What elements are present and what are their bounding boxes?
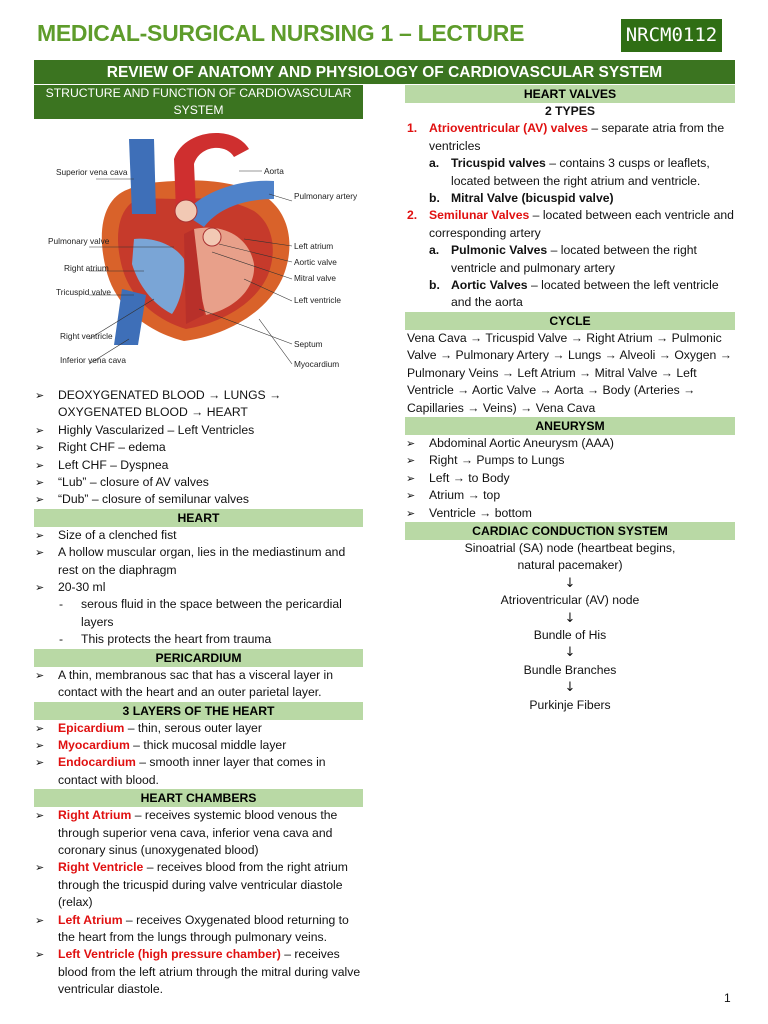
- list-item: ➢ Abdominal Aortic Aneurysm (AAA): [405, 435, 735, 452]
- av-valve-sublist: [405, 155, 735, 207]
- label-left-atrium: Left atrium: [294, 241, 334, 251]
- down-arrow-icon: ↓: [564, 575, 576, 591]
- conduction-step: Atrioventricular (AV) node: [500, 593, 640, 608]
- aneurysm-header: ANEURYSM: [405, 417, 735, 435]
- list-item: [405, 120, 735, 155]
- valves-header: HEART VALVES: [405, 85, 735, 103]
- list-item: ➢ Size of a clenched fist: [34, 527, 363, 544]
- list-item: ➢ Right → Pumps to Lungs: [405, 452, 735, 469]
- label-pulmonary-valve: Pulmonary valve: [48, 236, 110, 246]
- item-letter: a.: [429, 156, 440, 171]
- term: Aortic Valves: [451, 278, 528, 293]
- term: Right Ventricle: [58, 860, 144, 875]
- document-title: MEDICAL-SURGICAL NURSING 1 – LECTURE: [37, 20, 525, 46]
- layers-list: [34, 720, 363, 790]
- heart-diagram: [34, 119, 363, 369]
- cycle-header: CYCLE: [405, 312, 735, 330]
- term: Atrioventricular (AV) valves: [429, 121, 588, 136]
- course-code: NRCM0112: [621, 19, 722, 52]
- term-desc: – contains 3 cusps or leaflets, located between the right atrium and ventricle.: [451, 156, 710, 188]
- semilunar-valve-sublist: [405, 242, 735, 312]
- label-right-atrium: Right atrium: [64, 263, 109, 273]
- chambers-list: [34, 807, 363, 998]
- term: Mitral Valve (bicuspid valve): [451, 191, 614, 206]
- term: Right Atrium: [58, 808, 132, 823]
- term-desc: – receives blood from the right atrium through the tricuspid during valve ventricular diastole (relax): [58, 860, 348, 910]
- term-desc: – receives systemic blood venous the through superior vena cava, inferior vena cava and coronary sinus (unoxygenated blood): [58, 808, 338, 857]
- right-column: [405, 85, 735, 714]
- list-item: - This protects the heart from trauma: [56, 631, 363, 648]
- term: Myocardium: [58, 737, 130, 752]
- list-item: ➢ Left CHF – Dyspnea: [34, 457, 363, 474]
- list-item: [427, 190, 735, 207]
- cycle-text: Vena Cava → Tricuspid Valve → Right Atrium → Pulmonic Valve → Pulmonary Artery → Lungs → Alveoli → Oxygen → Pulmonary Veins → Left Atrium → Mitral Valve → Left Ventricle → Aortic Valve → Aorta → Body (Arteries → Capillaries → Veins) → Vena Cava: [407, 330, 732, 415]
- list-item: ➢ A hollow muscular organ, lies in the mediastinum and rest on the diaphragm: [34, 544, 363, 579]
- list-item: [34, 912, 363, 947]
- label-mitral-valve: Mitral valve: [294, 273, 336, 283]
- left-column: [34, 85, 363, 999]
- label-tricuspid-valve: Tricuspid valve: [56, 287, 112, 297]
- page-number: 1: [724, 991, 731, 1005]
- list-item: [427, 277, 735, 312]
- aneurysm-list: [405, 435, 735, 522]
- list-item: [34, 859, 363, 911]
- down-arrow-icon: ↓: [564, 610, 576, 626]
- term-desc: – located between the left ventricle and the aorta: [451, 278, 719, 310]
- item-letter: a.: [429, 243, 440, 258]
- valves-types: 2 TYPES: [544, 104, 596, 118]
- heart-sub-list: [34, 596, 363, 648]
- valve-groups-list: [405, 120, 735, 155]
- label-myocardium: Myocardium: [294, 359, 340, 369]
- term: Pulmonic Valves: [451, 243, 548, 258]
- conduction-step: Bundle of His: [533, 627, 607, 642]
- structure-header: STRUCTURE AND FUNCTION OF CARDIOVASCULAR SYSTEM: [34, 85, 363, 119]
- term-desc: – located between each ventricle and corresponding artery: [429, 208, 734, 240]
- list-item: [34, 807, 363, 859]
- conduction-step: Bundle Branches: [523, 662, 617, 677]
- term-desc: – located between the right ventricle and pulmonary artery: [451, 243, 697, 275]
- term: Left Atrium: [58, 912, 123, 927]
- label-left-ventricle: Left ventricle: [294, 295, 342, 305]
- down-arrow-icon: ↓: [564, 680, 576, 696]
- down-arrow-icon: ↓: [564, 645, 576, 661]
- list-item: ➢ “Dub” – closure of semilunar valves: [34, 491, 363, 508]
- heart-illustration: [34, 119, 363, 369]
- label-pulmonary-artery: Pulmonary artery: [294, 191, 358, 201]
- term: Epicardium: [58, 720, 125, 735]
- term: Semilunar Valves: [429, 208, 530, 223]
- list-item: ➢ Ventricle → bottom: [405, 505, 735, 522]
- heart-header: HEART: [34, 509, 363, 527]
- valve-groups-list-2: [405, 207, 735, 242]
- label-septum: Septum: [294, 339, 323, 349]
- list-item: ➢ Atrium → top: [405, 487, 735, 504]
- item-number: 2.: [407, 208, 418, 223]
- term-desc: – smooth inner layer that comes in contact with blood.: [58, 755, 326, 787]
- intro-bullet-list: [34, 387, 363, 509]
- superior-vena-cava-shape: [129, 139, 156, 214]
- list-item: [34, 946, 363, 998]
- list-item: [34, 754, 363, 789]
- term-desc: – separate atria from the ventricles: [429, 121, 725, 153]
- chambers-header: HEART CHAMBERS: [34, 789, 363, 807]
- label-aortic-valve: Aortic valve: [294, 257, 337, 267]
- list-item: ➢ DEOXYGENATED BLOOD → LUNGS → OXYGENATED BLOOD → HEART: [34, 387, 363, 422]
- term: Left Ventricle (high pressure chamber): [58, 947, 281, 962]
- item-letter: b.: [429, 278, 440, 293]
- list-item: ➢ “Lub” – closure of AV valves: [34, 474, 363, 491]
- term-desc: – thin, serous outer layer: [124, 720, 262, 735]
- label-inferior-vena-cava: Inferior vena cava: [60, 355, 126, 365]
- label-aorta: Aorta: [264, 166, 284, 176]
- pericardium-header: PERICARDIUM: [34, 649, 363, 667]
- label-right-ventricle: Right ventricle: [60, 331, 113, 341]
- pericardium-list: [34, 667, 363, 702]
- conduction-step: Purkinje Fibers: [529, 697, 611, 712]
- conduction-header: CARDIAC CONDUCTION SYSTEM: [405, 522, 735, 540]
- list-item: ➢ 20-30 ml: [34, 579, 363, 596]
- item-letter: b.: [429, 191, 440, 206]
- list-item: [427, 155, 735, 190]
- list-item: [34, 737, 363, 754]
- label-superior-vena-cava: Superior vena cava: [56, 167, 128, 177]
- heart-bullet-list: [34, 527, 363, 597]
- list-item: ➢ A thin, membranous sac that has a visceral layer in contact with the heart and an outer parietal layer.: [34, 667, 363, 702]
- term: Endocardium: [58, 755, 136, 770]
- valve-shape: [203, 228, 221, 246]
- list-item: [427, 242, 735, 277]
- section-banner: REVIEW OF ANATOMY AND PHYSIOLOGY OF CARDIOVASCULAR SYSTEM: [34, 60, 735, 84]
- term-desc: – receives blood from the left atrium through the mitral during valve ventricular diastole.: [58, 947, 361, 997]
- item-number: 1.: [407, 121, 418, 136]
- valve-shape: [175, 200, 197, 222]
- list-item: ➢ Left → to Body: [405, 470, 735, 487]
- term-desc: – thick mucosal middle layer: [129, 737, 287, 752]
- term-desc: – receives Oxygenated blood returning to the heart from the lungs through pulmonary veins.: [58, 912, 349, 944]
- conduction-step: Sinoatrial (SA) node (heartbeat begins, natural pacemaker): [464, 540, 676, 573]
- list-item: [34, 720, 363, 737]
- term: Tricuspid valves: [451, 156, 546, 171]
- list-item: ➢ Highly Vascularized – Left Ventricles: [34, 422, 363, 439]
- list-item: [405, 207, 735, 242]
- list-item: ➢ Right CHF – edema: [34, 439, 363, 456]
- layers-header: 3 LAYERS OF THE HEART: [34, 702, 363, 720]
- list-item: - serous fluid in the space between the pericardial layers: [56, 596, 363, 631]
